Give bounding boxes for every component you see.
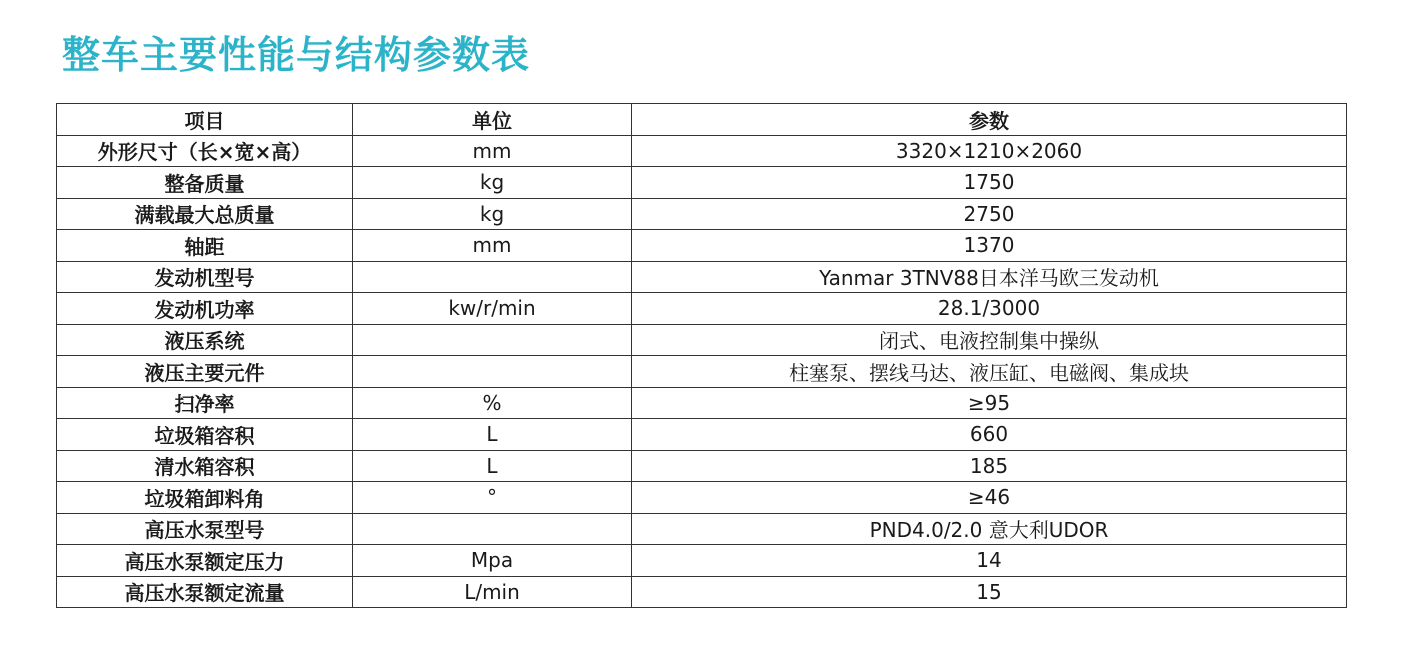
header-value: 参数 — [632, 104, 1347, 136]
item-cell: 高压水泵型号 — [57, 513, 353, 545]
unit-cell — [353, 324, 632, 356]
item-cell: 发动机型号 — [57, 261, 353, 293]
unit-cell: kg — [353, 198, 632, 230]
value-cell: ≥95 — [632, 387, 1347, 419]
item-cell: 液压主要元件 — [57, 356, 353, 388]
value-cell: 14 — [632, 545, 1347, 577]
header-item: 项目 — [57, 104, 353, 136]
item-cell: 液压系统 — [57, 324, 353, 356]
page-title: 整车主要性能与结构参数表 — [62, 33, 531, 77]
table-row — [57, 135, 1347, 167]
unit-cell: mm — [353, 135, 632, 167]
header-unit: 单位 — [353, 104, 632, 136]
item-cell: 发动机功率 — [57, 293, 353, 325]
unit-cell — [353, 261, 632, 293]
unit-cell — [353, 513, 632, 545]
value-cell: 660 — [632, 419, 1347, 451]
unit-cell: kw/r/min — [353, 293, 632, 325]
value-cell: 185 — [632, 450, 1347, 482]
unit-cell: ° — [353, 482, 632, 514]
item-cell: 垃圾箱容积 — [57, 419, 353, 451]
value-cell: 2750 — [632, 198, 1347, 230]
table-row — [57, 356, 1347, 388]
unit-cell: % — [353, 387, 632, 419]
table-row — [57, 293, 1347, 325]
value-cell: 28.1/3000 — [632, 293, 1347, 325]
value-cell: 1370 — [632, 230, 1347, 262]
table-row — [57, 324, 1347, 356]
table-row — [57, 576, 1347, 608]
item-cell: 垃圾箱卸料角 — [57, 482, 353, 514]
table-row — [57, 198, 1347, 230]
table-header-row — [57, 104, 1347, 136]
item-cell: 扫净率 — [57, 387, 353, 419]
item-cell: 整备质量 — [57, 167, 353, 199]
unit-cell: L/min — [353, 576, 632, 608]
value-cell: Yanmar 3TNV88日本洋马欧三发动机 — [632, 261, 1347, 293]
value-cell: 15 — [632, 576, 1347, 608]
item-cell: 满载最大总质量 — [57, 198, 353, 230]
table-row — [57, 167, 1347, 199]
item-cell: 高压水泵额定流量 — [57, 576, 353, 608]
table-row — [57, 482, 1347, 514]
spec-table — [56, 103, 1347, 608]
value-cell: 3320×1210×2060 — [632, 135, 1347, 167]
value-cell: ≥46 — [632, 482, 1347, 514]
table-row — [57, 545, 1347, 577]
table-row — [57, 261, 1347, 293]
value-cell: PND4.0/2.0 意大利UDOR — [632, 513, 1347, 545]
value-cell: 闭式、电液控制集中操纵 — [632, 324, 1347, 356]
unit-cell: kg — [353, 167, 632, 199]
value-cell: 1750 — [632, 167, 1347, 199]
table-row — [57, 450, 1347, 482]
unit-cell: Mpa — [353, 545, 632, 577]
item-cell: 外形尺寸（长×宽×高） — [57, 135, 353, 167]
item-cell: 高压水泵额定压力 — [57, 545, 353, 577]
table-row — [57, 419, 1347, 451]
table-row — [57, 387, 1347, 419]
item-cell: 清水箱容积 — [57, 450, 353, 482]
item-cell: 轴距 — [57, 230, 353, 262]
unit-cell — [353, 356, 632, 388]
table-row — [57, 513, 1347, 545]
unit-cell: mm — [353, 230, 632, 262]
value-cell: 柱塞泵、摆线马达、液压缸、电磁阀、集成块 — [632, 356, 1347, 388]
unit-cell: L — [353, 450, 632, 482]
unit-cell: L — [353, 419, 632, 451]
table-row — [57, 230, 1347, 262]
